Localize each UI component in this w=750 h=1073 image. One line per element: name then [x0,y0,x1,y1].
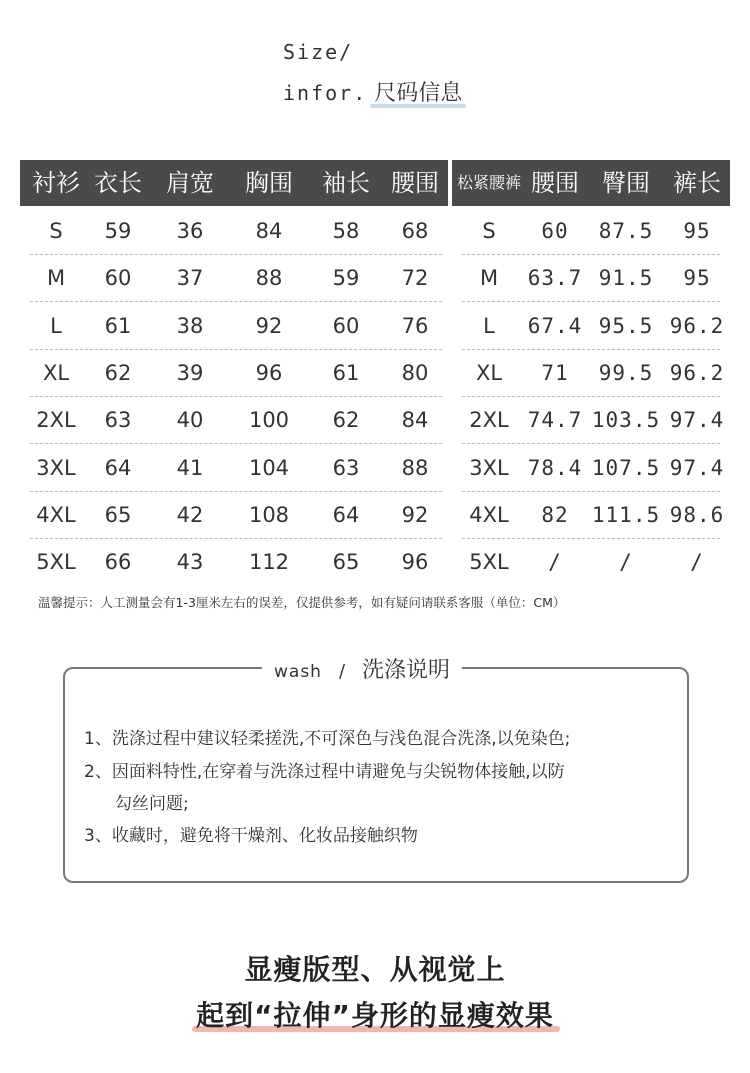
shirt-size-label: XL [42,360,70,385]
shirt-size-value: 36 [176,219,204,243]
shirt-size-value: 61 [104,313,132,338]
shirt-size-value: 59 [104,219,132,243]
shirt-size-value: 76 [401,313,429,338]
wash-item: 3、收藏时，避免将干燥剂、化妆品接触织物 [84,826,418,846]
shirt-size-value: 104 [248,455,290,480]
shirt-size-label: M [46,266,66,291]
measurement-note: 温馨提示：人工测量会有1-3厘米左右的误差，仅提供参考，如有疑问请联系客服（单位：CM） [38,595,566,610]
pants-size-value: 97.4 [669,455,725,480]
shirt-size-value: 59 [332,266,360,291]
pants-size-value: 111.5 [591,502,661,527]
pants-size-value: 95.5 [598,313,654,338]
pants-size-value: 107.5 [591,455,661,480]
wash-title-sep: / [338,661,346,682]
shirt-size-value: 60 [332,313,360,338]
pants-size-value: 91.5 [598,266,654,291]
pants-size-label: 5XL [469,550,509,575]
shirt-size-value: 37 [176,266,204,291]
table-row [0,397,750,444]
shirt-size-value: 39 [176,360,204,385]
shirt-size-value: 64 [104,455,132,480]
shirt-size-value: 60 [104,266,132,291]
pants-header-cell: 松紧腰裤 [456,173,522,192]
shirt-size-label: 5XL [36,550,76,575]
shirt-size-value: 84 [255,219,283,243]
size-title-en: Size/ [283,40,354,64]
slogan-line-2 [0,994,750,1034]
pants-size-value: 60 [541,219,569,243]
shirt-size-label: 4XL [36,502,76,527]
shirt-size-value: 96 [401,550,429,575]
shirt-size-label: L [50,313,62,338]
pants-size-value: 98.6 [669,502,725,527]
pants-size-label: 3XL [469,455,509,480]
shirt-size-value: 65 [104,502,132,527]
shirt-table-header [20,160,448,206]
wash-title-cn: 洗涤说明 [362,658,451,683]
pants-size-value: / [548,550,562,575]
shirt-header-cell: 肩宽 [166,169,214,197]
shirt-size-label: S [49,219,63,243]
pants-size-value: 96.2 [669,313,725,338]
pants-size-label: L [483,313,495,338]
shirt-size-value: 58 [332,219,360,243]
table-row [0,350,750,397]
shirt-size-value: 88 [255,266,283,291]
pants-size-value: 103.5 [591,408,661,433]
shirt-header-cell: 胸围 [245,169,293,197]
slogan-line-1: 显瘦版型、从视觉上 [244,953,506,986]
wash-item: 1、洗涤过程中建议轻柔搓洗,不可深色与浅色混合洗涤,以免染色; [84,729,571,749]
shirt-size-value: 63 [104,408,132,433]
shirt-size-value: 88 [401,455,429,480]
pants-size-value: 78.4 [527,455,583,480]
shirt-size-value: 62 [332,408,360,433]
shirt-size-value: 112 [248,550,290,575]
pants-size-value: / [690,550,704,575]
shirt-size-value: 38 [176,313,204,338]
shirt-size-value: 66 [104,550,132,575]
shirt-size-label: 2XL [36,408,76,433]
shirt-size-value: 63 [332,455,360,480]
pants-size-value: 74.7 [527,408,583,433]
pants-size-label: 2XL [469,408,509,433]
pants-size-value: 99.5 [598,360,654,385]
shirt-size-value: 100 [248,408,290,433]
shirt-size-value: 84 [401,408,429,433]
pants-size-value: 95 [683,219,711,243]
shirt-size-value: 80 [401,360,429,385]
pants-size-label: S [482,219,496,243]
table-row [0,445,750,492]
pants-size-label: M [479,266,499,291]
pants-size-value: 96.2 [669,360,725,385]
wash-item: 2、因面料特性,在穿着与洗涤过程中请避免与尖锐物体接触,以防 [84,762,565,782]
shirt-size-value: 61 [332,360,360,385]
pants-size-value: 63.7 [527,266,583,291]
shirt-size-value: 68 [401,219,429,243]
pants-size-value: 95 [683,266,711,291]
pants-size-value: 67.4 [527,313,583,338]
shirt-size-value: 43 [176,550,204,575]
wash-title-en: wash [274,662,322,682]
table-row [0,539,750,586]
shirt-size-value: 65 [332,550,360,575]
table-row [0,492,750,539]
pants-size-value: 97.4 [669,408,725,433]
shirt-size-value: 42 [176,502,204,527]
shirt-size-value: 96 [255,360,283,385]
shirt-size-value: 108 [248,502,290,527]
shirt-size-value: 64 [332,502,360,527]
wash-item: 勾丝问题; [115,794,189,814]
pants-header-cell: 裤长 [673,169,721,197]
shirt-size-value: 62 [104,360,132,385]
pants-size-label: XL [475,360,503,385]
shirt-size-value: 72 [401,266,429,291]
pants-size-value: / [619,550,633,575]
shirt-size-value: 92 [401,502,429,527]
pants-header-cell: 臀围 [602,169,650,197]
table-row [0,208,750,255]
size-title-cn: 尺码信息 [374,81,463,106]
pants-size-value: 87.5 [598,219,654,243]
size-title [283,76,462,107]
shirt-size-value: 41 [176,455,204,480]
shirt-header-cell: 腰围 [391,169,439,197]
pants-table-header [452,160,730,206]
wash-title [262,653,462,684]
shirt-header-cell: 衣长 [94,169,142,197]
shirt-header-cell: 衬衫 [32,169,80,197]
pants-size-value: 71 [541,360,569,385]
slogan-line-2-text: 起到“拉伸”身形的显瘦效果 [196,994,554,1034]
shirt-header-cell: 袖长 [322,169,370,197]
pants-size-label: 4XL [469,502,509,527]
table-row [0,255,750,302]
table-row [0,303,750,350]
shirt-size-label: 3XL [36,455,76,480]
shirt-size-value: 92 [255,313,283,338]
pants-size-value: 82 [541,502,569,527]
size-title-infor: infor. [283,81,368,105]
shirt-size-value: 40 [176,408,204,433]
pants-header-cell: 腰围 [531,169,579,197]
